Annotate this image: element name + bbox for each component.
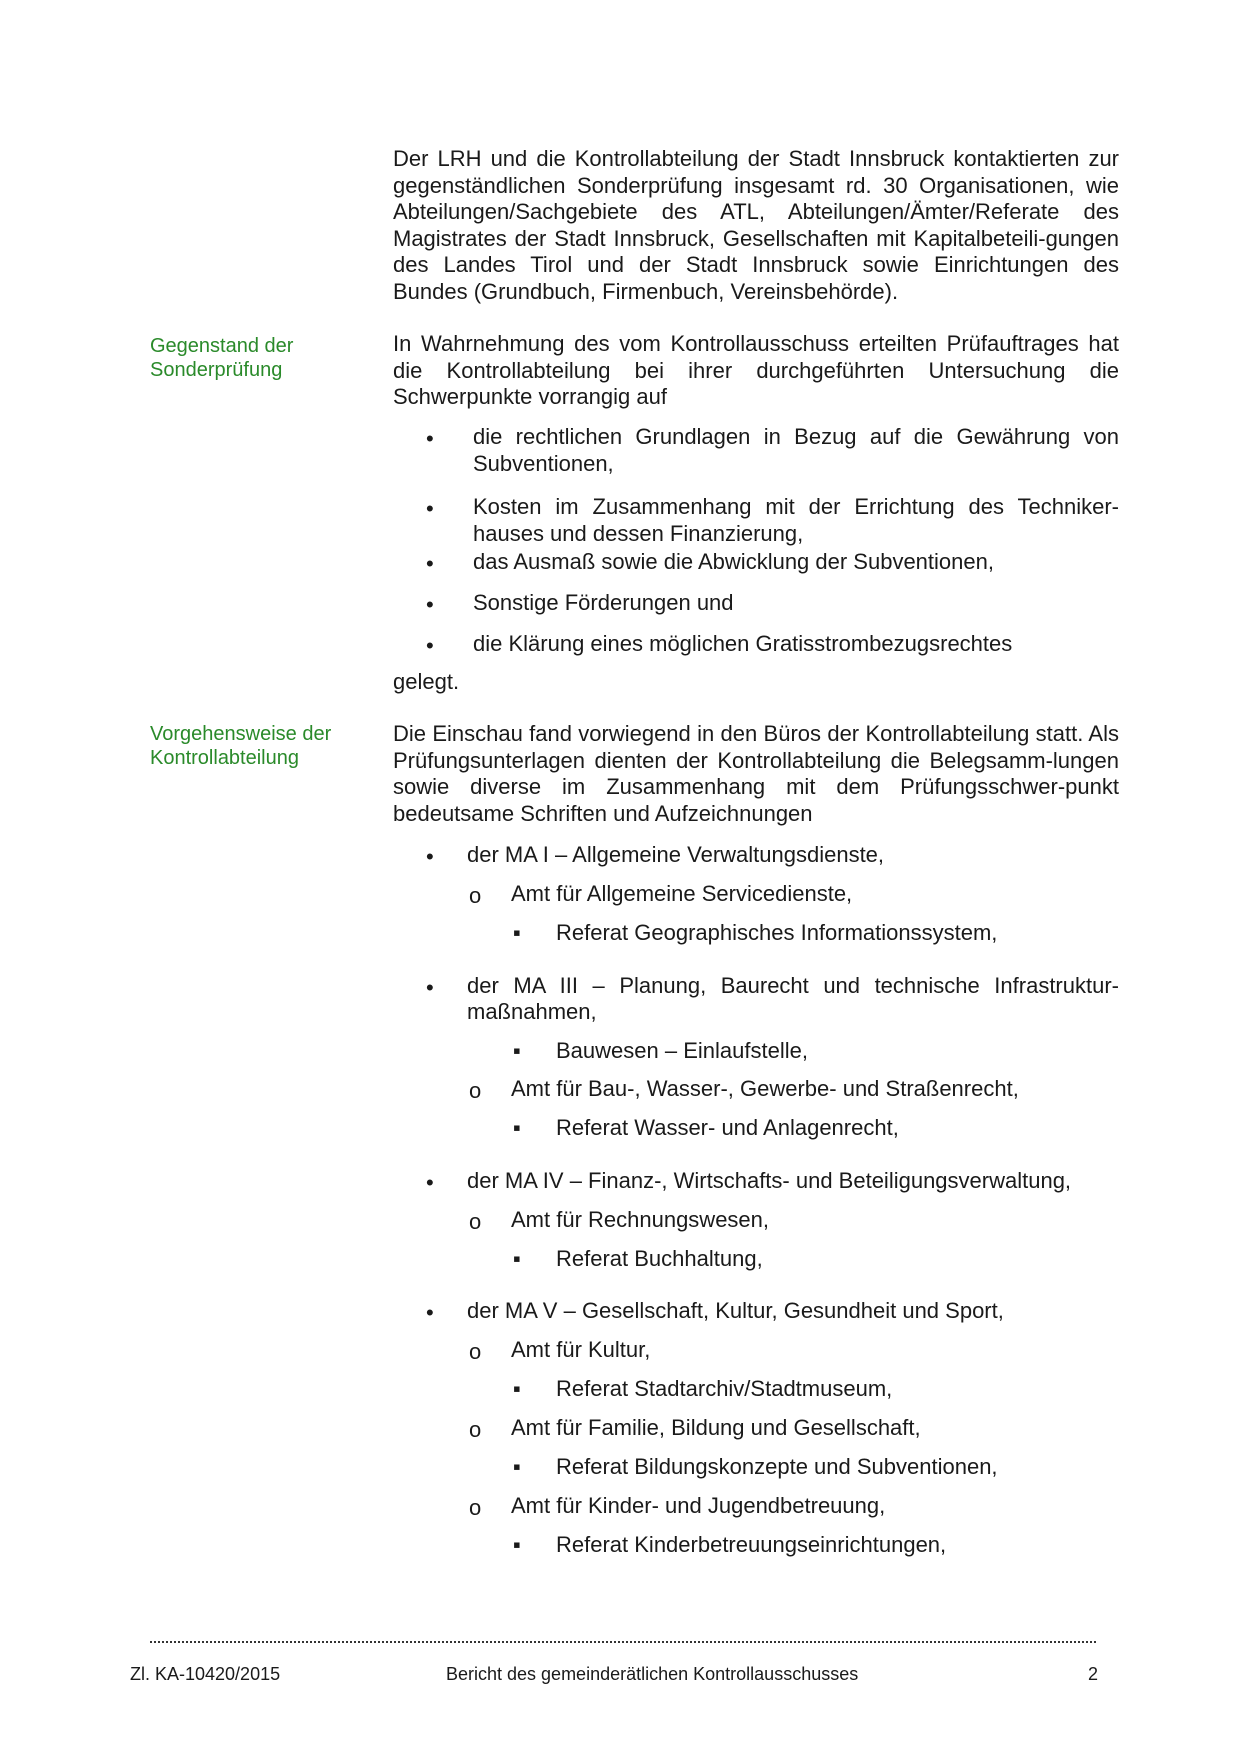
list-item: Referat Geographisches Informationssystem,: [556, 920, 998, 945]
list-item: Referat Bildungskonzepte und Subventionen,: [556, 1454, 998, 1479]
circle-marker: o: [469, 1078, 482, 1103]
footer-reference: Zl. KA-10420/2015: [130, 1664, 281, 1684]
square-marker: ▪: [513, 1246, 521, 1271]
margin-heading-vorgehensweise: [150, 722, 331, 770]
square-marker: ▪: [513, 1376, 521, 1401]
list-item: der MA III – Planung, Baurecht und technische Infrastruktur-: [467, 973, 1119, 998]
list-item: der MA V – Gesellschaft, Kultur, Gesundheit und Sport,: [467, 1298, 1004, 1323]
bullet-marker: •: [426, 633, 434, 658]
list-item: Amt für Familie, Bildung und Gesellschaft,: [511, 1415, 921, 1440]
list-item: Amt für Kinder- und Jugendbetreuung,: [511, 1493, 886, 1518]
intro-paragraph: Der LRH und die Kontrollabteilung der Stadt Innsbruck kontaktierten zur gegenständlichen Sonderprüfung insgesamt rd. 30 Organisationen, wie Abteilungen/Sachgebiete des ATL, Abteilungen/Ämter/Referate des Magistrates der Stadt Innsbruck, Gesellschaften mit Kapitalbeteili-gungen des Landes Tirol und der Stadt Innsbruck sowie Einrichtungen des Bundes (Grundbuch, Firmenbuch, Vereinsbehörde).: [393, 146, 1119, 304]
list-item: das Ausmaß sowie die Abwicklung der Subventionen,: [473, 549, 994, 574]
page-number: 2: [1088, 1664, 1099, 1684]
circle-marker: o: [469, 1339, 482, 1364]
circle-marker: o: [469, 1417, 482, 1442]
bullet-marker: •: [426, 844, 434, 869]
square-marker: ▪: [513, 1038, 521, 1063]
square-marker: ▪: [513, 1454, 521, 1479]
circle-marker: o: [469, 1209, 482, 1234]
list-item: Bauwesen – Einlaufstelle,: [556, 1038, 808, 1063]
list-item: Amt für Bau-, Wasser-, Gewerbe- und Straßenrecht,: [511, 1076, 1019, 1101]
margin-heading-gegenstand: [150, 334, 293, 382]
bullet-marker: •: [426, 1300, 434, 1325]
margin-heading-line: Sonderprüfung: [150, 359, 283, 381]
margin-heading-line: Gegenstand der: [150, 335, 294, 357]
list-item: Kosten im Zusammenhang mit der Errichtung des Techniker-hauses und dessen Finanzierung,: [473, 494, 1119, 546]
square-marker: ▪: [513, 1115, 521, 1140]
list-item: der MA IV – Finanz-, Wirtschafts- und Beteiligungsverwaltung,: [467, 1168, 1072, 1193]
square-marker: ▪: [513, 920, 521, 945]
list-item: Referat Wasser- und Anlagenrecht,: [556, 1115, 899, 1140]
margin-heading-line: Kontrollabteilung: [150, 747, 299, 769]
circle-marker: o: [469, 1495, 482, 1520]
list-item: die rechtlichen Grundlagen in Bezug auf die Gewährung von Subventionen,: [473, 424, 1119, 476]
list-item: Amt für Kultur,: [511, 1337, 651, 1362]
list-item: Amt für Allgemeine Servicedienste,: [511, 881, 853, 906]
list-item: Referat Kinderbetreuungseinrichtungen,: [556, 1532, 947, 1557]
list-item: der MA I – Allgemeine Verwaltungsdienste,: [467, 842, 885, 867]
list-item: Sonstige Förderungen und: [473, 590, 734, 615]
list-item: maßnahmen,: [467, 999, 597, 1024]
footer-divider: [150, 1641, 1096, 1643]
section1-closing: gelegt.: [393, 669, 460, 694]
bullet-marker: •: [426, 975, 434, 1000]
bullet-marker: •: [426, 551, 434, 576]
bullet-marker: •: [426, 426, 434, 451]
section2-paragraph: Die Einschau fand vorwiegend in den Büros der Kontrollabteilung statt. Als Prüfungsunterlagen dienten der Kontrollabteilung die Belegsamm-lungen sowie diverse im Zusammenhang mit dem Prüfungsschwer-punkt bedeutsame Schriften und Aufzeichnungen: [393, 721, 1119, 826]
bullet-marker: •: [426, 496, 434, 521]
circle-marker: o: [469, 883, 482, 908]
bullet-marker: •: [426, 592, 434, 617]
list-item: Referat Buchhaltung,: [556, 1246, 763, 1271]
square-marker: ▪: [513, 1532, 521, 1557]
section1-paragraph: In Wahrnehmung des vom Kontrollausschuss erteilten Prüfauftrages hat die Kontrollabteilung bei ihrer durchgeführten Untersuchung die Schwerpunkte vorrangig auf: [393, 331, 1119, 409]
footer-title: Bericht des gemeinderätlichen Kontrollausschusses: [446, 1664, 859, 1684]
list-item: Referat Stadtarchiv/Stadtmuseum,: [556, 1376, 893, 1401]
list-item: die Klärung eines möglichen Gratisstrombezugsrechtes: [473, 631, 1013, 656]
margin-heading-line: Vorgehensweise der: [150, 723, 332, 745]
bullet-marker: •: [426, 1170, 434, 1195]
list-item: Amt für Rechnungswesen,: [511, 1207, 770, 1232]
